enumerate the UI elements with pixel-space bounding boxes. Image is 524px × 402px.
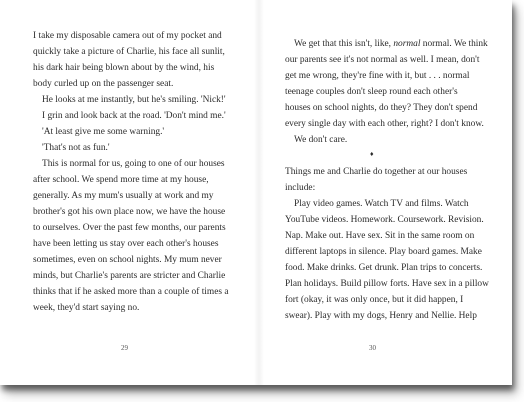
text-line: to ourselves. Over the past few months, our parents — [33, 223, 226, 233]
text-line: sometimes, even on school nights. My mum never — [33, 255, 222, 265]
text-line: week, they'd start saying no. — [33, 303, 140, 313]
text-line: This is normal for us, going to one of our houses — [42, 159, 225, 169]
right-page — [258, 0, 512, 385]
text-line: body curled up on the passenger seat. — [33, 79, 174, 89]
text-line: after school. We spend more time at my house, — [33, 175, 209, 185]
text-line: Play video games. Watch TV and films. Watch — [294, 199, 469, 209]
text-line: Nap. Make out. Have sex. Sit in the same room on — [285, 231, 475, 241]
section-break-ornament: ♦ — [370, 150, 374, 158]
text-line: swear). Play with my dogs, Henry and Nellie. Help — [285, 311, 477, 321]
text-line: I grin and look back at the road. 'Don't mind me.' — [42, 111, 226, 121]
text-line: 'That's not as fun.' — [42, 143, 110, 153]
text-line: minds, but Charlie's parents are stricter and Charlie — [33, 271, 226, 281]
text-line: I take my disposable camera out of my pocket and — [33, 31, 222, 41]
text-line: our parents see it's not normal as well. I mean, don't — [285, 55, 480, 65]
page-number: 29 — [121, 344, 128, 352]
text-line: food. Make drinks. Get drunk. Plan trips to concerts. — [285, 263, 483, 273]
text-line: We don't care. — [294, 135, 348, 145]
text-line: have been letting us stay over each other's houses — [33, 239, 219, 249]
text-line: YouTube videos. Homework. Coursework. Revision. — [285, 215, 484, 225]
text-line: fort (okay, it was only once, but it did happen, I — [285, 295, 464, 305]
text-line: brother's got his own place now, we have the house — [33, 207, 226, 217]
text-line: include: — [285, 183, 316, 193]
text-line: houses on school nights, do they? They don't spend — [285, 103, 478, 113]
text-line: We get that this isn't, like, normal normal. We think — [294, 39, 488, 49]
text-line: different laptops in silence. Play board games. Make — [285, 247, 482, 257]
page-number: 30 — [369, 344, 376, 352]
emphasis: normal — [393, 39, 421, 49]
left-page — [0, 0, 256, 385]
text-line: Plan holidays. Build pillow forts. Have sex in a pillow — [285, 279, 489, 289]
text-line: quickly take a picture of Charlie, his face all sunlit, — [33, 47, 225, 57]
text-line: 'At least give me some warning.' — [42, 127, 165, 137]
text-line: Things me and Charlie do together at our houses — [285, 167, 468, 177]
text-line: every single day with each other, right? I don't know. — [285, 119, 484, 129]
text-line: get me wrong, they're fine with it, but . . . normal — [285, 71, 470, 81]
text-line: He looks at me instantly, but he's smiling. 'Nick!' — [42, 95, 226, 105]
text-line: teenage couples don't sleep round each other's — [285, 87, 458, 97]
text-line: his dark hair being blown about by the wind, his — [33, 63, 215, 73]
text-line: thinks that if he asked more than a couple of times a — [33, 287, 229, 297]
text-line: generally. As my mum's usually at work and my — [33, 191, 214, 201]
